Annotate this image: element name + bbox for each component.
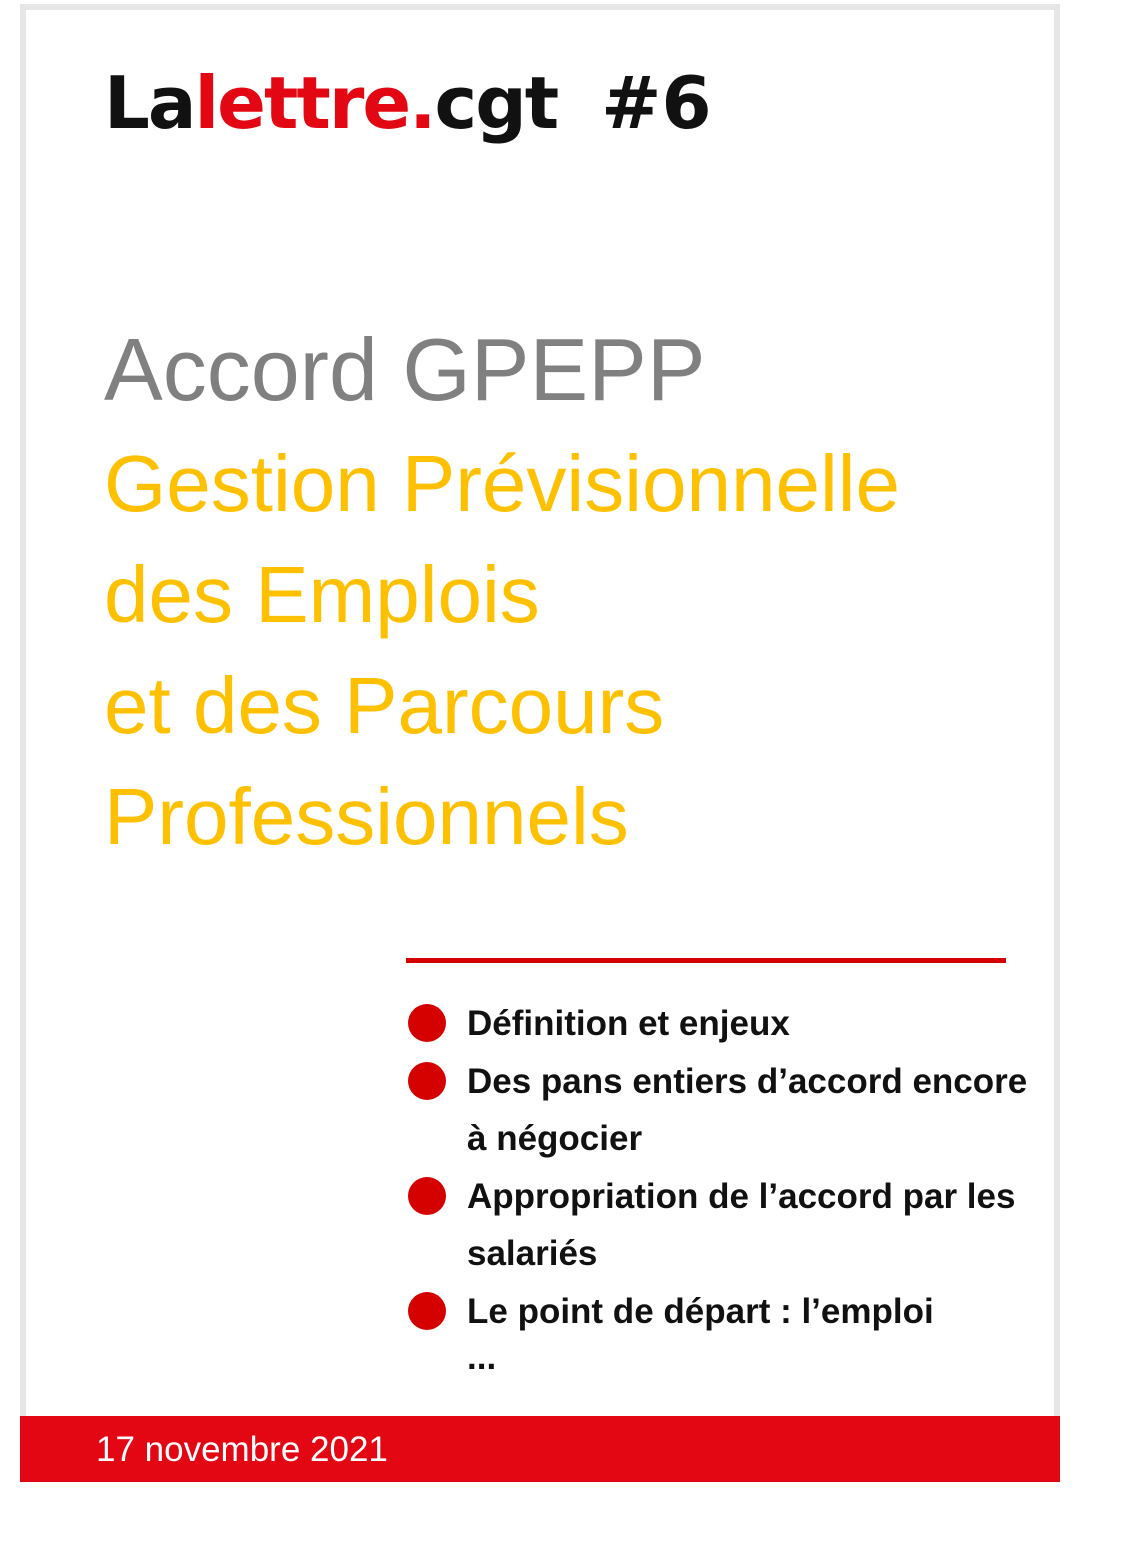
subtitle-line: Professionnels	[104, 772, 629, 861]
subtitle-line: et des Parcours	[104, 661, 665, 750]
summary-item-label: Des pans entiers d’accord encore à négocier	[467, 1061, 1028, 1158]
bullet-dot-icon	[408, 1292, 446, 1330]
brand-suffix: cgt	[434, 61, 558, 145]
subtitle-line: des Emplois	[104, 550, 540, 639]
summary-divider	[406, 958, 1006, 963]
bullet-dot-icon	[408, 1177, 446, 1215]
bullet-dot-icon	[408, 1062, 446, 1100]
summary-item	[408, 1168, 1048, 1283]
issue-number: #6	[601, 61, 712, 145]
summary-item	[408, 995, 1048, 1053]
summary-item-label: Définition et enjeux	[467, 1004, 790, 1043]
brand-highlight: lettre.	[194, 61, 435, 145]
summary-list	[408, 995, 1048, 1340]
document-subtitle	[104, 428, 900, 872]
masthead	[104, 58, 712, 148]
publication-date: 17 novembre 2021	[96, 1430, 388, 1469]
brand-prefix: La	[104, 61, 195, 145]
subtitle-line: Gestion Prévisionnelle	[104, 439, 900, 528]
bullet-dot-icon	[408, 1004, 446, 1042]
summary-item	[408, 1283, 1048, 1341]
document-title: Accord GPEPP	[104, 320, 706, 419]
summary-item-label: Appropriation de l’accord par les salariés	[467, 1176, 1016, 1273]
summary-item	[408, 1053, 1048, 1168]
brand-logo	[104, 58, 557, 148]
footer-bar	[20, 1416, 1060, 1482]
summary-more: ...	[467, 1338, 497, 1377]
summary-item-label: Le point de départ : l’emploi	[467, 1291, 934, 1331]
